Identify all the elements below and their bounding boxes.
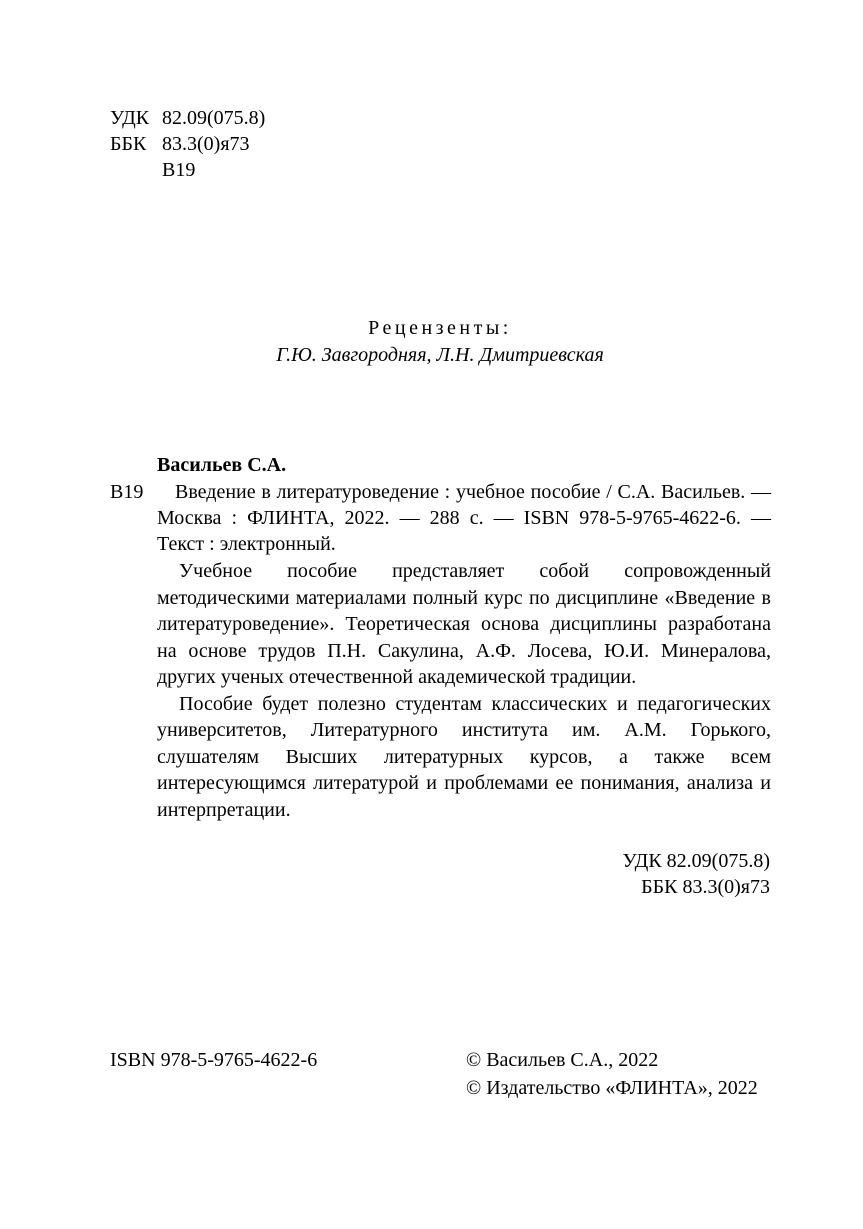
record-mark: В19 (110, 481, 144, 503)
bibliographic-description (157, 479, 771, 557)
record-author: Васильев С.А. (157, 454, 287, 476)
bbk-label: ББК (110, 133, 147, 155)
udk-line (110, 105, 265, 131)
annotation-paragraph: Учебное пособие представляет собой сопровожденный методическими материалами полный курс по дисциплине «Введение в литературоведение». Теоретическая основа дисциплины разработана на основе трудов П.Н. Сакулина, А.Ф. Лосева, Ю.И. Минералова, других ученых отечественной академической традиции. (157, 560, 771, 688)
annotation (157, 558, 771, 823)
reviewers-heading: Рецензенты: (368, 317, 512, 339)
bbk-code: ББК 83.3(0)я73 (641, 876, 770, 898)
reviewers-block (0, 315, 863, 368)
bibliographic-text: Введение в литературоведение : учебное пособие / С.А. Васильев. — Москва : ФЛИНТА, 2022. — 288 с. — ISBN 978-5-9765-4622-6. — Текст : электронный. (157, 481, 771, 555)
reviewers-names: Г.Ю. Завгородняя, Л.Н. Дмитриевская (276, 344, 604, 366)
author-mark: В19 (162, 159, 196, 181)
udk-code: УДК 82.09(075.8) (622, 850, 770, 872)
udk-label: УДК (110, 107, 150, 129)
isbn: ISBN 978-5-9765-4622-6 (110, 1049, 318, 1071)
bbk-value: 83.3(0)я73 (162, 133, 250, 155)
udk-value: 82.09(075.8) (162, 107, 266, 129)
annotation-paragraph: Пособие будет полезно студентам классических и педагогических университетов, Литературного института им. А.М. Горького, слушателям Высших литературных курсов, а также всем интересующимся литературой и проблемами ее понимания, анализа и интерпретации. (157, 692, 771, 821)
classification-block (110, 105, 265, 183)
copyright-publisher: © Издательство «ФЛИНТА», 2022 (466, 1077, 758, 1099)
copyright-author: © Васильев С.А., 2022 (466, 1049, 659, 1071)
copyright-block (466, 1047, 758, 1103)
classification-codes-right (500, 848, 770, 900)
bbk-line (110, 131, 265, 157)
